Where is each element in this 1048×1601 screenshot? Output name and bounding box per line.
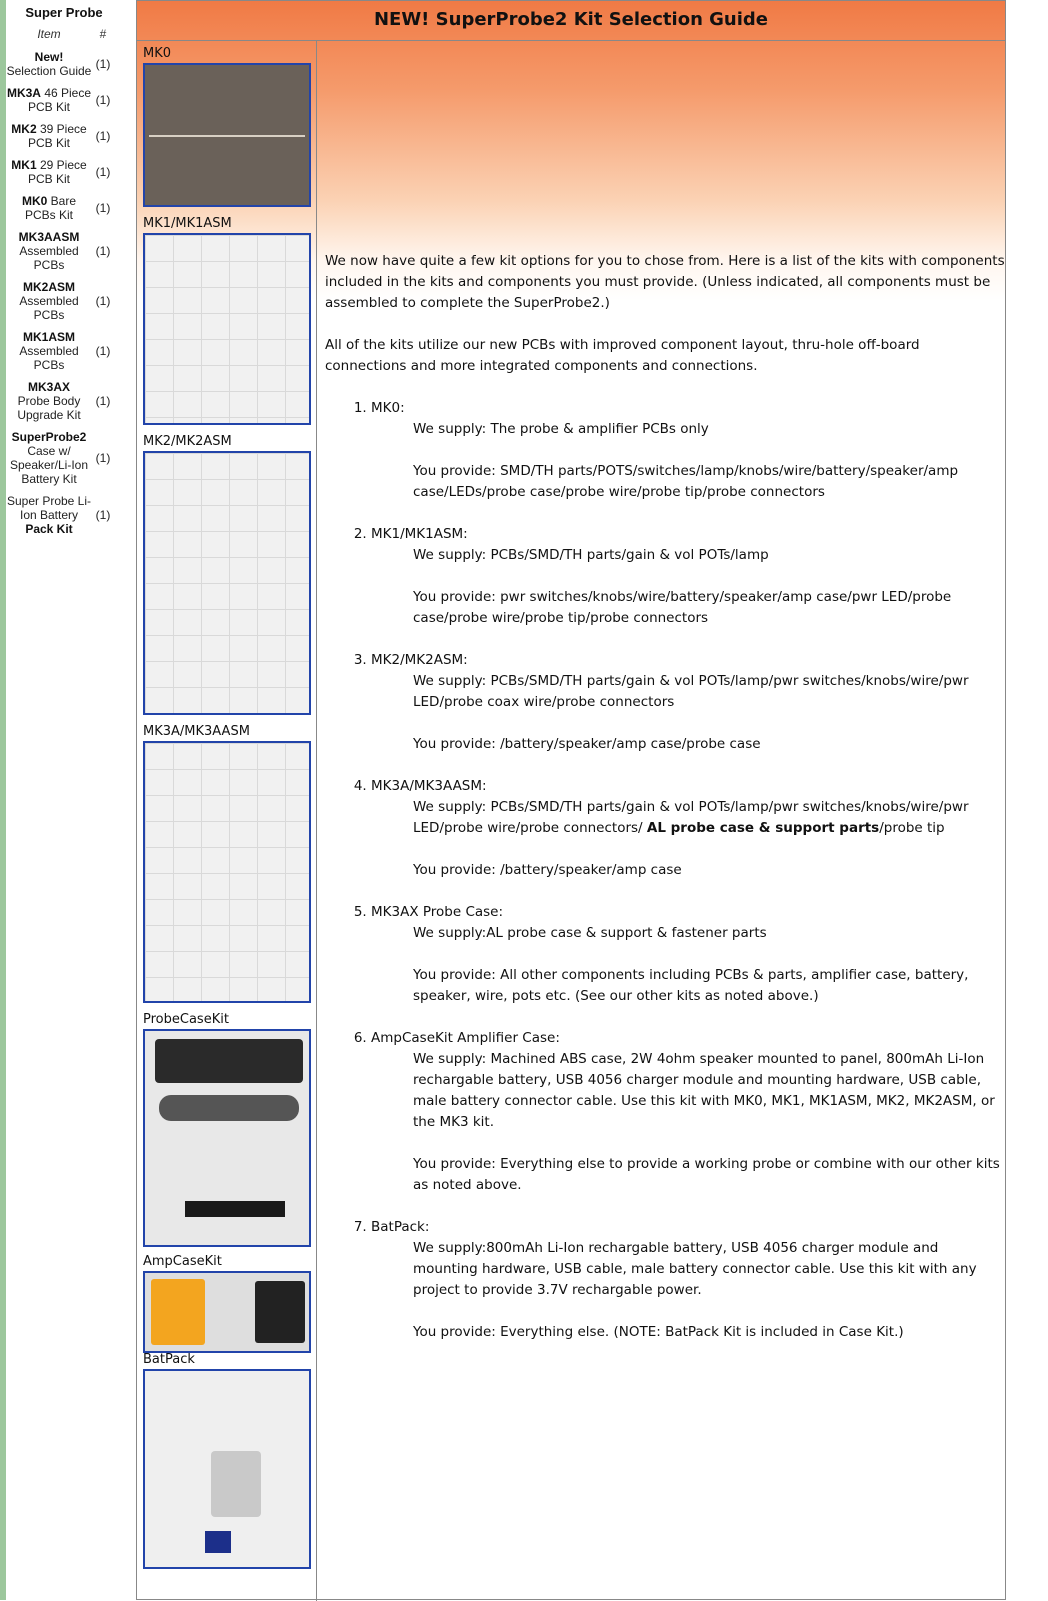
sidebar-item-label[interactable]: Super Probe Li-Ion Battery Pack Kit xyxy=(6,494,92,536)
sidebar-spacer xyxy=(122,0,136,1600)
kit-image-mk3a[interactable] xyxy=(143,723,311,1003)
kit-image-probecasekit[interactable] xyxy=(143,1011,311,1247)
kit-photo-batpack[interactable] xyxy=(143,1369,311,1569)
kit-provide: You provide: pwr switches/knobs/wire/battery/speaker/amp case/pwr LED/probe case/probe wire/probe tip/probe connectors xyxy=(413,589,952,626)
column-header-item: Item xyxy=(37,27,61,41)
sidebar-item-mk3aasm[interactable] xyxy=(6,226,122,276)
sidebar-item-label[interactable]: SuperProbe2 Case w/ Speaker/Li-Ion Battery Kit xyxy=(9,430,89,486)
kit-name: BatPack: xyxy=(371,1219,430,1235)
kit-image-batpack[interactable] xyxy=(143,1351,311,1569)
sidebar xyxy=(6,0,122,1600)
sidebar-item-label[interactable]: MK2ASM Assembled PCBs xyxy=(19,280,79,322)
main-content xyxy=(136,0,1006,1600)
sidebar-item-label[interactable]: MK1ASM Assembled PCBs xyxy=(19,330,79,372)
sidebar-item-mk1asm[interactable] xyxy=(6,326,122,376)
sidebar-item-label[interactable]: MK3AASM Assembled PCBs xyxy=(18,230,80,272)
kit-item-mk3a xyxy=(371,776,1005,881)
sidebar-item-label[interactable]: MK0 Bare PCBs Kit xyxy=(21,194,77,222)
kit-photo-ampcasekit[interactable] xyxy=(143,1271,311,1353)
kit-photo-mk0[interactable] xyxy=(143,63,311,207)
sidebar-title: Super Probe xyxy=(25,5,103,20)
kit-photo-probecasekit[interactable] xyxy=(143,1029,311,1247)
kit-provide: You provide: All other components including PCBs & parts, amplifier case, battery, speaker, wire, pots etc. (See our other kits as noted above.) xyxy=(413,967,969,1004)
kit-item-batpack xyxy=(371,1217,1005,1343)
sidebar-item-label[interactable]: MK3AX Probe Body Upgrade Kit xyxy=(17,380,81,422)
kit-image-ampcasekit[interactable] xyxy=(143,1253,311,1353)
kit-provide: You provide: /battery/speaker/amp case/probe case xyxy=(413,736,761,752)
kit-image-label: MK3A/MK3AASM xyxy=(143,724,250,739)
kit-photo-mk1[interactable] xyxy=(143,233,311,425)
sidebar-item-count: (1) xyxy=(95,394,111,408)
sidebar-item-count: (1) xyxy=(95,451,111,465)
page-title: NEW! SuperProbe2 Kit Selection Guide xyxy=(137,1,1005,41)
sidebar-item-count: (1) xyxy=(95,165,111,179)
kit-provide: You provide: SMD/TH parts/POTS/switches/lamp/knobs/wire/battery/speaker/amp case/LEDs/probe case/probe wire/probe tip/probe connectors xyxy=(413,463,959,500)
pcb-photo xyxy=(145,65,309,205)
kit-name: MK1/MK1ASM: xyxy=(371,526,468,542)
sidebar-item-mk0[interactable] xyxy=(6,190,122,226)
sidebar-item-count: (1) xyxy=(95,201,111,215)
sidebar-item-mk2asm[interactable] xyxy=(6,276,122,326)
kit-item-mk2 xyxy=(371,650,1005,755)
sidebar-item-count: (1) xyxy=(95,93,111,107)
intro-paragraph: We now have quite a few kit options for you to chose from. Here is a list of the kits with components included in the kits and components you must provide. (Unless indicated, all components must be assembled to complete the SuperProbe2.) xyxy=(325,253,1005,311)
kit-name: MK3AX Probe Case: xyxy=(371,904,504,920)
sidebar-item-label[interactable]: MK2 39 Piece PCB Kit xyxy=(11,122,87,150)
kit-supply: We supply:800mAh Li-Ion rechargable battery, USB 4056 charger module and mounting hardware, USB cable, male battery connector cable. Use this kit with any project to provide 3.7V rechargable power. xyxy=(413,1240,977,1298)
parts-photo xyxy=(145,453,309,713)
kit-supply: We supply: PCBs/SMD/TH parts/gain & vol POTs/lamp xyxy=(413,547,769,563)
sidebar-item-count: (1) xyxy=(95,244,111,258)
kit-image-mk1[interactable] xyxy=(143,215,311,425)
kit-photo-mk3a[interactable] xyxy=(143,741,311,1003)
kit-image-mk0[interactable] xyxy=(143,45,311,207)
kit-supply: We supply: PCBs/SMD/TH parts/gain & vol POTs/lamp/pwr switches/knobs/wire/pwr LED/probe coax wire/probe connectors xyxy=(413,673,969,710)
kit-provide: You provide: Everything else. (NOTE: BatPack Kit is included in Case Kit.) xyxy=(413,1324,904,1340)
kit-descriptions xyxy=(325,251,1005,1364)
kit-image-label: BatPack xyxy=(143,1352,195,1367)
kit-supply: We supply:AL probe case & support & fastener parts xyxy=(413,925,767,941)
kit-provide: You provide: /battery/speaker/amp case xyxy=(413,862,682,878)
kit-item-ampcasekit xyxy=(371,1028,1005,1196)
kit-image-label: MK0 xyxy=(143,46,172,61)
sidebar-item-count: (1) xyxy=(95,57,111,71)
sidebar-item-mk2[interactable] xyxy=(6,118,122,154)
sidebar-item-battery-pack-kit[interactable] xyxy=(6,490,122,540)
kit-provide: You provide: Everything else to provide a working probe or combine with our other kits as noted above. xyxy=(413,1156,1000,1193)
sidebar-item-selection-guide[interactable] xyxy=(6,46,122,82)
kit-name: AmpCaseKit Amplifier Case: xyxy=(371,1030,560,1046)
intro-paragraph: All of the kits utilize our new PCBs with improved component layout, thru-hole off-board connections and more integrated components and connections. xyxy=(325,337,920,374)
kit-image-label: MK1/MK1ASM xyxy=(143,216,232,231)
kit-image-label: MK2/MK2ASM xyxy=(143,434,232,449)
sidebar-item-label[interactable]: New! Selection Guide xyxy=(6,50,92,78)
kit-name: MK2/MK2ASM: xyxy=(371,652,468,668)
kit-supply: We supply: Machined ABS case, 2W 4ohm speaker mounted to panel, 800mAh Li-Ion rechargable battery, USB 4056 charger module and mounting hardware, USB cable, male battery connector cable. Use this kit with MK0, MK1, MK1ASM, MK2, MK2ASM, or the MK3 kit. xyxy=(413,1051,995,1130)
kit-images-column xyxy=(137,41,317,1601)
kit-photo-mk2[interactable] xyxy=(143,451,311,715)
sidebar-item-mk1[interactable] xyxy=(6,154,122,190)
sidebar-item-count: (1) xyxy=(95,129,111,143)
sidebar-column-headers xyxy=(6,22,122,46)
kit-item-mk1 xyxy=(371,524,1005,629)
kit-name: MK0: xyxy=(371,400,405,416)
sidebar-item-count: (1) xyxy=(95,294,111,308)
kit-list xyxy=(325,398,1005,1343)
kit-item-mk0 xyxy=(371,398,1005,503)
sidebar-item-count: (1) xyxy=(95,344,111,358)
sidebar-item-count: (1) xyxy=(95,508,111,522)
sidebar-item-case-kit[interactable] xyxy=(6,426,122,490)
column-header-count: # xyxy=(99,27,107,41)
kit-supply: We supply: PCBs/SMD/TH parts/gain & vol POTs/lamp/pwr switches/knobs/wire/pwr LED/probe wire/probe connectors/ AL probe case & support parts/probe tip xyxy=(413,799,969,836)
kit-image-mk2[interactable] xyxy=(143,433,311,715)
sidebar-item-label[interactable]: MK1 29 Piece PCB Kit xyxy=(11,158,87,186)
sidebar-item-mk3ax[interactable] xyxy=(6,376,122,426)
kit-image-label: AmpCaseKit xyxy=(143,1254,222,1269)
parts-photo xyxy=(145,743,309,1001)
sidebar-item-label[interactable]: MK3A 46 Piece PCB Kit xyxy=(6,86,92,114)
parts-photo xyxy=(145,235,309,423)
kit-supply: We supply: The probe & amplifier PCBs only xyxy=(413,421,709,437)
kit-item-mk3ax xyxy=(371,902,1005,1007)
kit-name: MK3A/MK3AASM: xyxy=(371,778,487,794)
sidebar-item-mk3a[interactable] xyxy=(6,82,122,118)
kit-image-label: ProbeCaseKit xyxy=(143,1012,229,1027)
kit-supply-highlight: AL probe case & support parts xyxy=(646,820,880,836)
